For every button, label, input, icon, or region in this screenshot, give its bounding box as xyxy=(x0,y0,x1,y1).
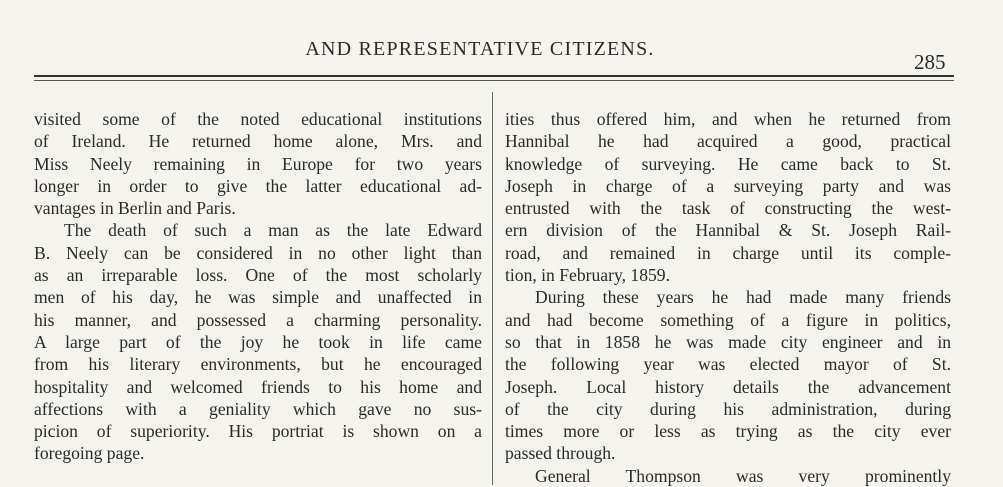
text-line: tion, in February, 1859. xyxy=(505,265,671,286)
text-line: B. Neely can be considered in no other light than xyxy=(34,242,482,263)
text-line: passed through. xyxy=(505,443,616,464)
header-rule-thin xyxy=(34,80,954,81)
text-line: ities thus offered him, and when he returned from xyxy=(505,109,951,129)
left-column xyxy=(34,108,482,465)
text-line: of Ireland. He returned home alone, Mrs. and xyxy=(34,131,482,152)
text-line: and had become something of a figure in politics, xyxy=(505,309,951,330)
text-line: as an irreparable loss. One of the most scholarly xyxy=(34,265,482,286)
page-number: 285 xyxy=(914,50,946,74)
text-line: During these years he had made many friends xyxy=(535,287,951,308)
text-line: foregoing page. xyxy=(34,443,145,464)
text-line: visited some of the noted educational institutions xyxy=(34,109,482,129)
text-line: vantages in Berlin and Paris. xyxy=(34,198,236,219)
text-line: Miss Neely remaining in Europe for two years xyxy=(34,153,482,174)
text-line: Joseph in charge of a surveying party and was xyxy=(505,175,951,196)
right-column xyxy=(505,108,951,487)
text-line: entrusted with the task of constructing the west- xyxy=(505,198,951,219)
text-line: ern division of the Hannibal & St. Joseph Rail- xyxy=(505,220,951,241)
text-line: men of his day, he was simple and unaffected in xyxy=(34,287,482,308)
text-line: Hannibal he had acquired a good, practical xyxy=(505,131,951,152)
text-line: his manner, and possessed a charming personality. xyxy=(34,309,482,330)
text-line: from his literary environments, but he encouraged xyxy=(34,354,482,375)
text-line: so that in 1858 he was made city engineer and in xyxy=(505,331,951,352)
text-line: affections with a geniality which gave no sus- xyxy=(34,398,482,419)
text-line: longer in order to give the latter educational ad- xyxy=(34,175,482,196)
text-line: A large part of the joy he took in life came xyxy=(34,331,482,352)
text-line: road, and remained in charge until its comple- xyxy=(505,242,951,263)
column-divider xyxy=(492,92,493,485)
running-title: AND REPRESENTATIVE CITIZENS. xyxy=(305,38,655,60)
text-line: times more or less as trying as the city ever xyxy=(505,421,951,442)
text-line: hospitality and welcomed friends to his home and xyxy=(34,376,482,397)
text-line: the following year was elected mayor of St. xyxy=(505,354,951,375)
text-line: General Thompson was very prominently xyxy=(535,465,951,486)
text-line: Joseph. Local history details the advancement xyxy=(505,376,951,397)
text-line: knowledge of surveying. He came back to St. xyxy=(505,153,951,174)
text-line: of the city during his administration, during xyxy=(505,398,951,419)
text-line: picion of superiority. His portriat is shown on a xyxy=(34,421,482,442)
text-line: The death of such a man as the late Edward xyxy=(64,220,482,241)
header-rule-thick xyxy=(34,75,954,77)
